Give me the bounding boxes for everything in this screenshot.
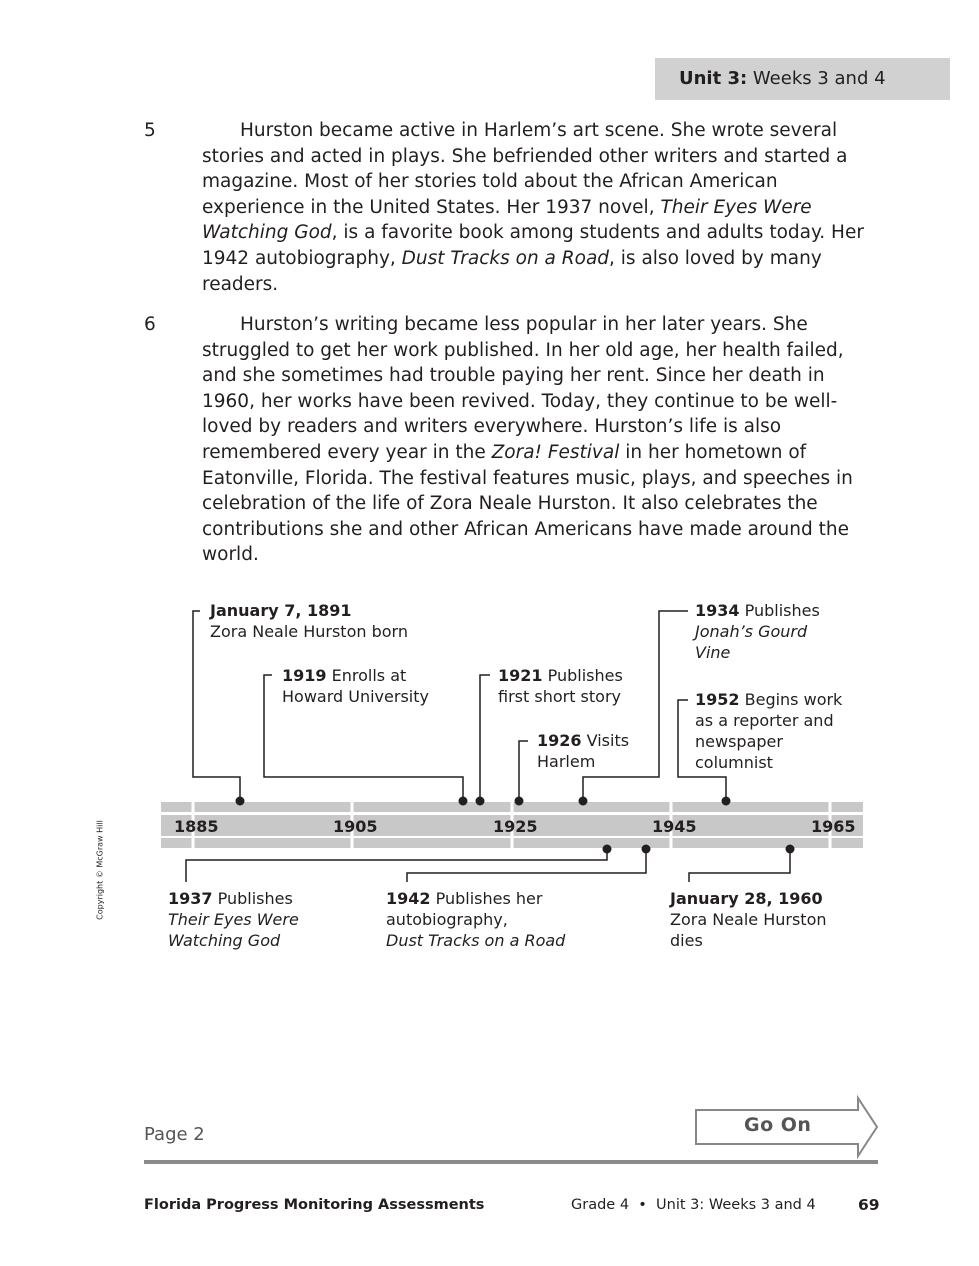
timeline-tick-label: 1925 [493,817,538,836]
paragraph-text: in her hometown of Eatonville, Florida. The festival features music, plays, and speeches in celebration of the life of Zora Neale Hurston. It also celebrates the contributions she and other African Americans have made around the world. [202,441,853,566]
timeline-tick-label: 1905 [333,817,378,836]
paragraph-text: Hurston’s writing became less popular in her later years. She struggled to get her work published. In her old age, her health failed, and she sometimes had trouble paying her rent. Since her death in 1960, her works have been revived. Today, they continue to be well-loved by readers and writers everywhere. Hurston’s life is also remembered every year in the [202,314,844,463]
page-label: Page 2 [144,1124,205,1145]
timeline-event-reporter: 1952 Begins work as a reporter and newspaper columnist [695,690,843,772]
festival-name: Zora! Festival [491,441,620,463]
timeline-event-their-eyes: 1937 Publishes Their Eyes Were Watching God [168,889,299,950]
timeline-event-jonahs-gourd-vine: 1934 Publishes Jonah’s Gourd Vine [695,601,820,662]
timeline-event-howard: 1919 Enrolls at Howard University [282,666,429,706]
unit-label: Unit 3: [679,68,748,89]
timeline-tick-label: 1885 [174,817,219,836]
book-title: Dust Tracks on a Road [401,247,610,269]
book-title: Their Eyes Were Watching God [202,196,812,244]
timeline-event-death: January 28, 1960 Zora Neale Hurston dies [670,889,827,950]
paragraph-text: Hurston became active in Harlem’s art scene. She wrote several stories and acted in plays. She befriended other writers and started a magazine. Most of her stories told about the African American experience in the United States. Her 1937 novel, [202,120,848,218]
footer-assessment-title: Florida Progress Monitoring Assessments [144,1197,485,1213]
timeline-tick-label: 1945 [652,817,697,836]
timeline-event-short-story: 1921 Publishes first short story [498,666,623,706]
unit-weeks: Weeks 3 and 4 [747,68,886,89]
go-on-button[interactable]: Go On [744,1114,812,1136]
timeline-event-harlem: 1926 Visits Harlem [537,731,630,771]
paragraph-text: , is a favorite book among students and adults today. Her 1942 autobiography, [202,222,864,269]
timeline-event-born: January 7, 1891 Zora Neale Hurston born [210,601,408,641]
paragraph-text: , is also loved by many readers. [202,247,822,295]
footer-page-number: 69 [858,1196,880,1214]
paragraph-number: 6 [144,314,156,335]
footer-divider [144,1160,878,1164]
timeline-event-autobiography: 1942 Publishes her autobiography, Dust Tracks on a Road [386,889,566,950]
timeline-tick-label: 1965 [811,817,856,836]
copyright-notice: Copyright © McGraw Hill [95,820,105,920]
paragraph-number: 5 [144,120,156,141]
footer-grade-unit: Grade 4 • Unit 3: Weeks 3 and 4 [571,1197,816,1213]
